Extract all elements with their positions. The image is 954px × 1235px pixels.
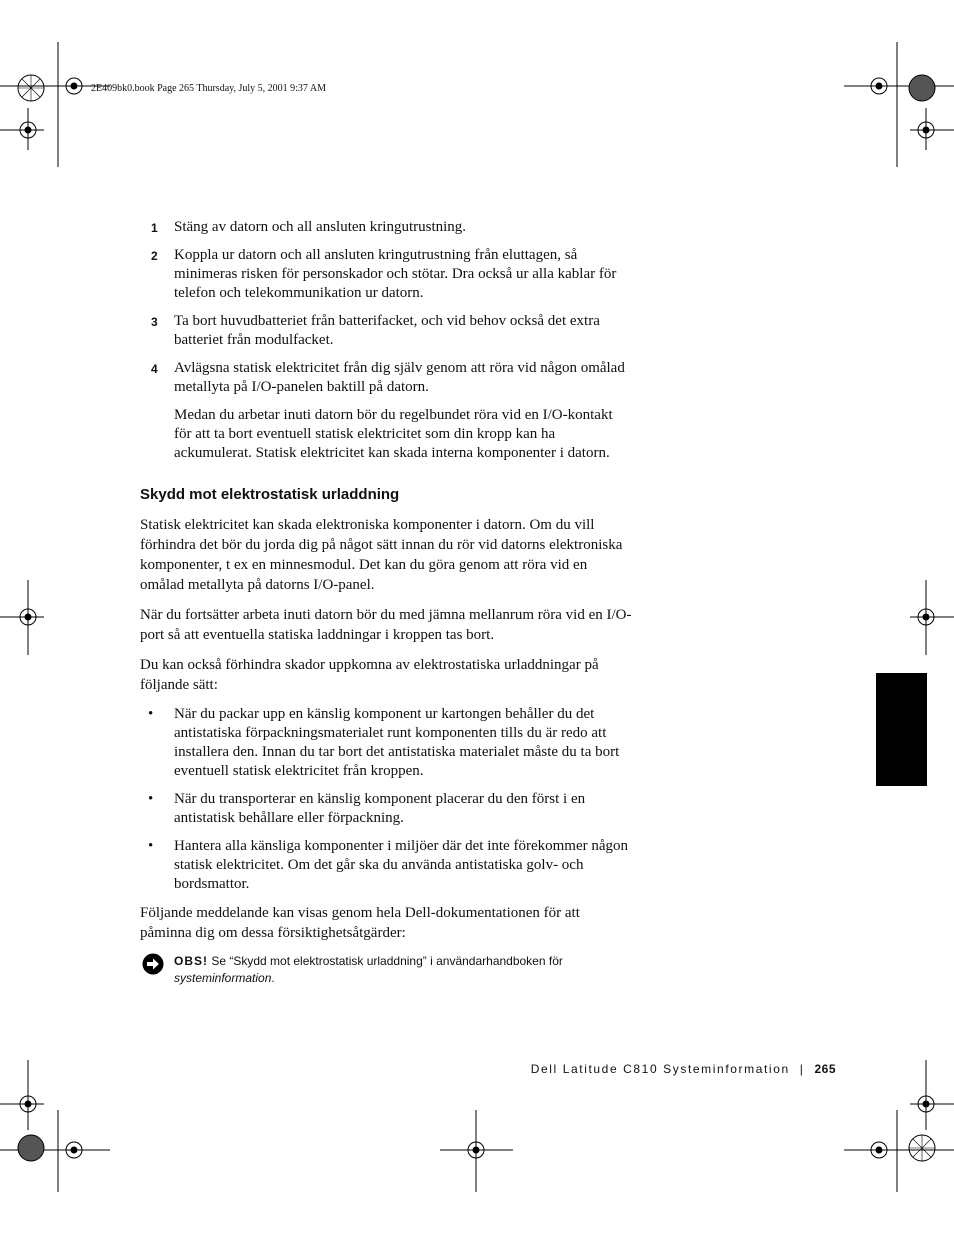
section-heading: Skydd mot elektrostatisk urladdning (140, 486, 400, 503)
bullet-text: Hantera alla känsliga komponenter i miljöer där det inte förekommer någon statisk elektricitet. Om det går ska du använda antistatiska golv- och bordsmattor. (174, 838, 629, 892)
step-note: Medan du arbetar inuti datorn bör du regelbundet röra vid en I/O-kontakt för att ta bort eventuell statisk elektricitet som din kropp kan ha ackumulerat. Statisk elektricitet kan skada interna komponenter i datorn. (174, 407, 613, 461)
step-item (140, 359, 632, 397)
step-text: Ta bort huvudbatteriet från batterifacket, och vid behov också det extra batteriet från modulfacket. (174, 313, 600, 348)
step-number: 2 (151, 249, 158, 263)
paragraph: Statisk elektricitet kan skada elektroniska komponenter i datorn. Om du vill förhindra det bör du jorda dig på något sätt innan du rör vid datorns elektroniska komponenter, t ex en minnesmodul. Det kan du göra genom att röra vid en omålad metallyta på datorns I/O-panel. (140, 517, 623, 593)
note-emphasis: systeminformation (174, 971, 272, 985)
note-label: OBS! (174, 954, 208, 968)
bullet-text: När du transporterar en känslig komponent placerar du den först i en antistatisk behållare eller förpackning. (174, 791, 586, 826)
note-end: . (271, 971, 275, 985)
step-text: Stäng av datorn och all ansluten kringutrustning. (174, 219, 467, 235)
print-slug: 2E409bk0.book Page 265 Thursday, July 5, 2001 9:37 AM (91, 83, 326, 94)
bullet-icon: • (148, 791, 154, 807)
step-item (140, 246, 632, 303)
note-block (140, 953, 632, 987)
bullet-item (140, 790, 632, 828)
arrow-note-icon (142, 953, 164, 975)
paragraph: Följande meddelande kan visas genom hela Dell-dokumentationen för att påminna dig om dessa försiktighetsåtgärder: (140, 905, 580, 941)
step-text: Koppla ur datorn och all ansluten kringutrustning från eluttagen, så minimeras risken för personskador och stötar. Dra också ur alla kablar för telefon och telekommunikation ur datorn. (174, 247, 617, 301)
page-content (140, 218, 632, 987)
step-number: 4 (151, 362, 158, 376)
bullet-icon: • (148, 838, 154, 854)
bullet-icon: • (148, 706, 154, 722)
step-text: Avlägsna statisk elektricitet från dig själv genom att röra vid någon omålad metallyta på I/O-panelen baktill på datorn. (174, 360, 625, 395)
chapter-tab (876, 673, 927, 786)
note-text: Se “Skydd mot elektrostatisk urladdning” i användarhandboken för (208, 954, 563, 968)
bullet-item (140, 705, 632, 781)
paragraph: När du fortsätter arbeta inuti datorn bör du med jämna mellanrum röra vid en I/O-port så att eventuella statiska laddningar i kroppen tas bort. (140, 607, 632, 643)
bullet-item (140, 837, 632, 894)
footer-separator: | (799, 1062, 805, 1076)
step-item (140, 218, 632, 237)
page-footer (0, 1062, 836, 1076)
paragraph: Du kan också förhindra skador uppkomna av elektrostatiska urladdningar på följande sätt: (140, 657, 599, 693)
step-number: 1 (151, 221, 158, 235)
page-number: 265 (814, 1062, 836, 1076)
bullet-text: När du packar upp en känslig komponent ur kartongen behåller du det antistatiska förpackningsmaterialet runt komponenten tills du är redo att installera den. Innan du tar bort det antistatiska materialet måste du ta bort eventuell statisk elektricitet från kroppen. (174, 706, 620, 779)
step-item (140, 312, 632, 350)
footer-title: Dell Latitude C810 Systeminformation (530, 1062, 790, 1076)
step-number: 3 (151, 315, 158, 329)
